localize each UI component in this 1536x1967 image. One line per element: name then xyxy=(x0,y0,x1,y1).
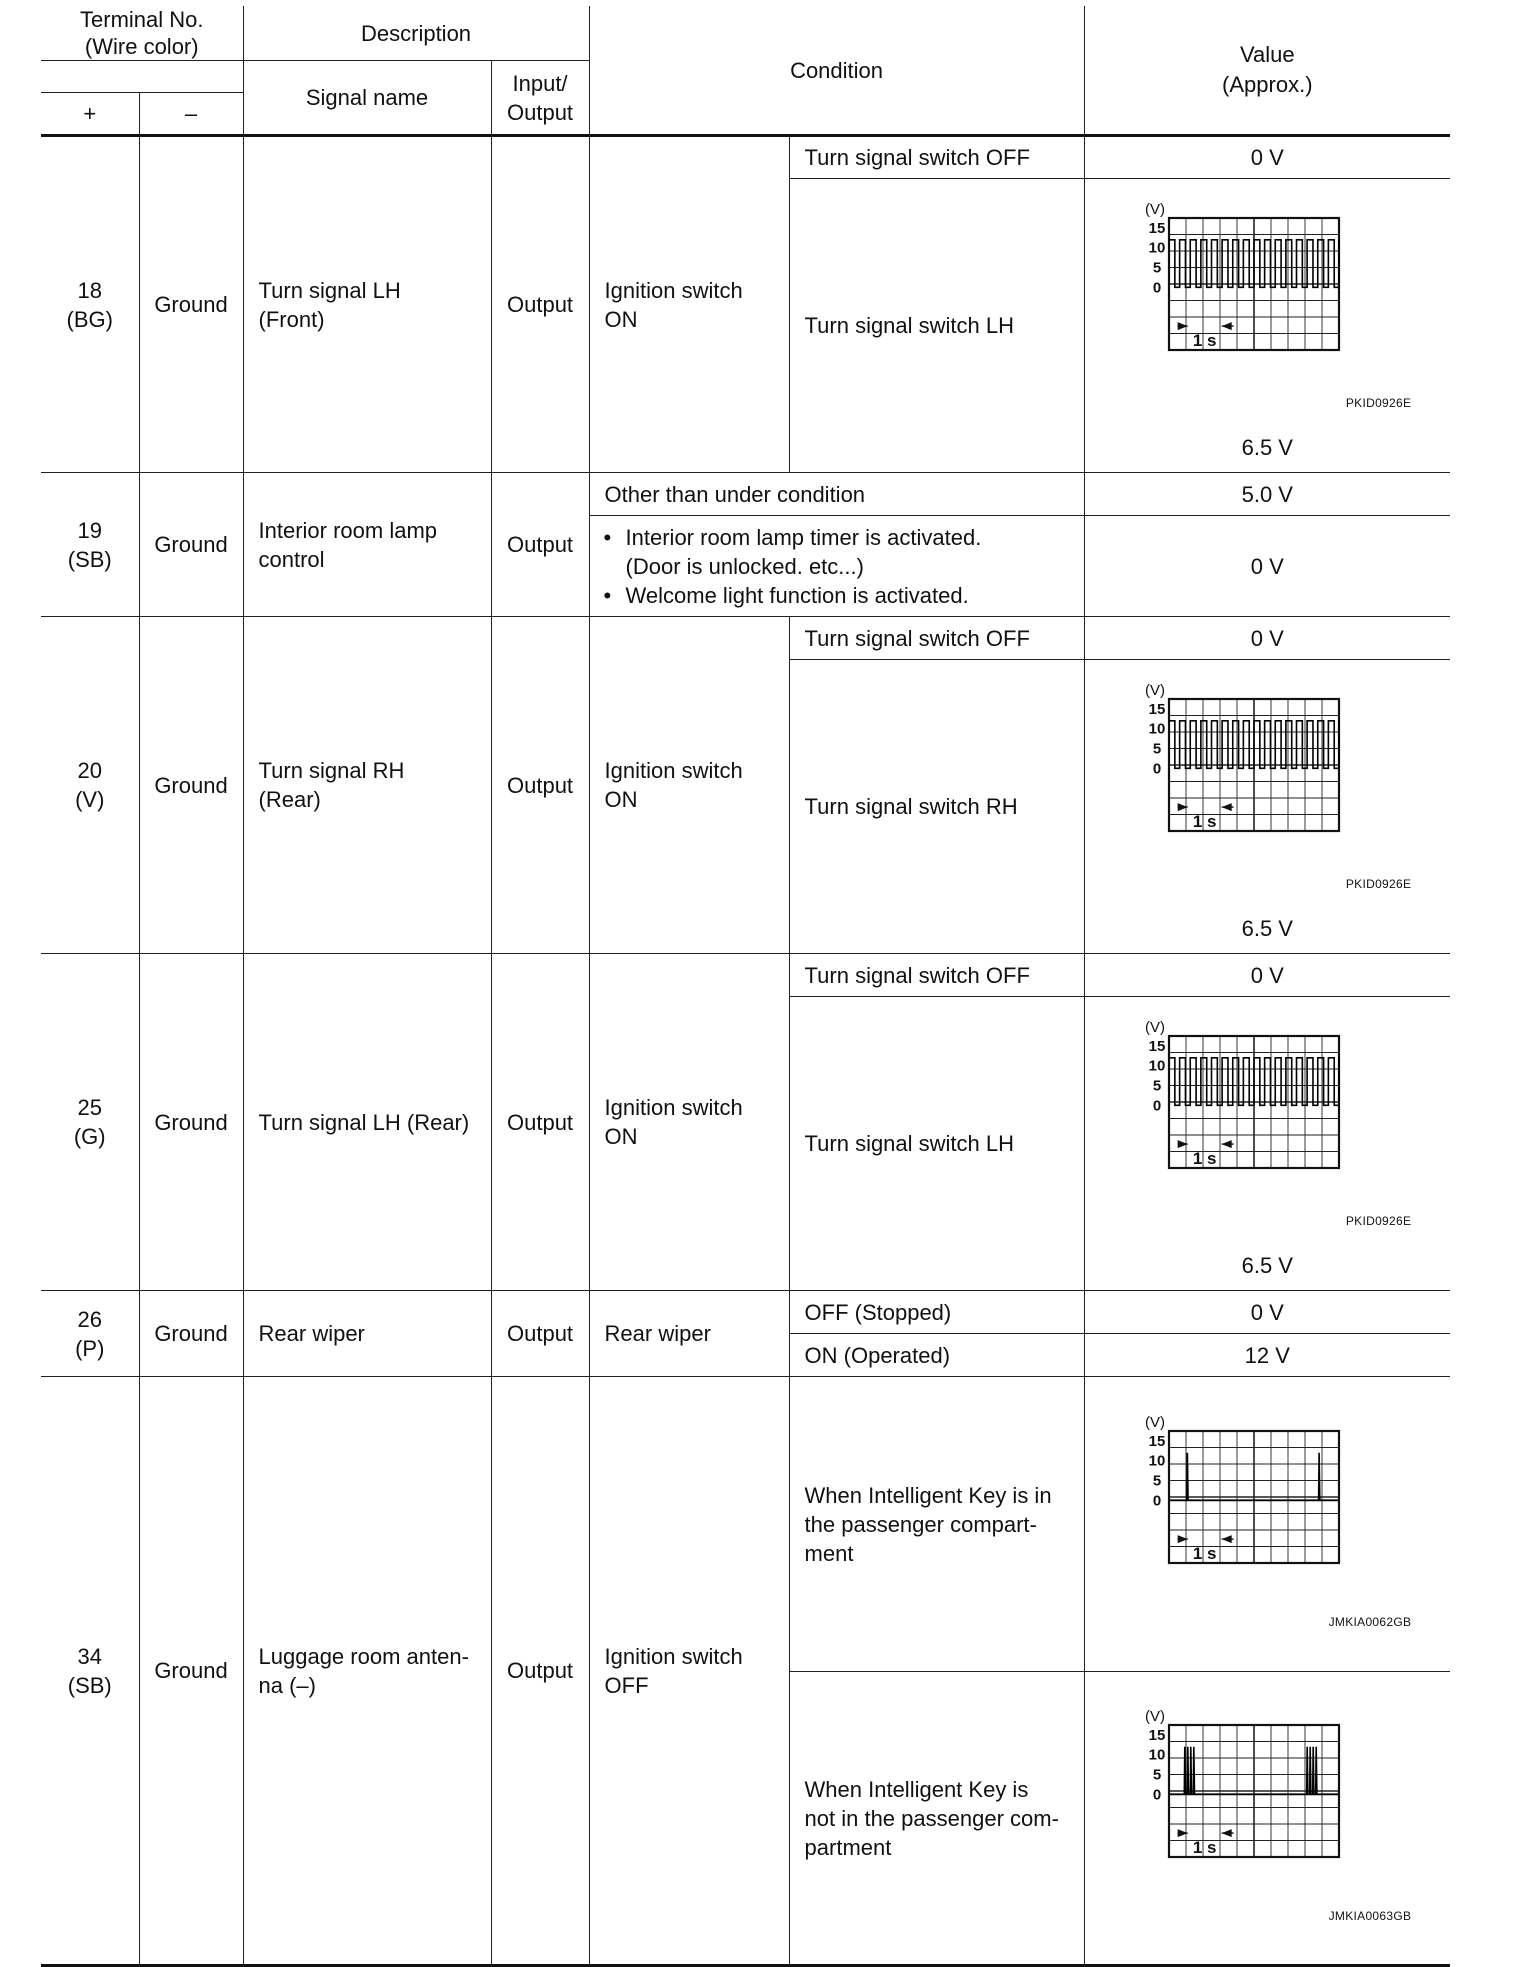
antenna-waveform xyxy=(1117,1403,1417,1633)
waveform-pulse xyxy=(1313,1746,1314,1794)
waveform-pulse xyxy=(1310,1746,1311,1794)
figure-code: PKID0926E xyxy=(1345,1213,1412,1228)
waveform-cell xyxy=(1084,179,1450,473)
condition-header: Condition xyxy=(589,6,1084,136)
sub-condition-cell: Turn signal switch OFF xyxy=(789,617,1084,660)
y-tick-label: 5 xyxy=(1153,740,1162,757)
time-arrow-head xyxy=(1222,803,1232,811)
y-unit-label: (V) xyxy=(1145,1018,1166,1036)
y-tick-label: 10 xyxy=(1148,239,1166,257)
terminal-cell: 20 (V) xyxy=(41,617,139,954)
io-cell: Output xyxy=(491,473,589,617)
terminal-spec-table xyxy=(41,6,1450,1967)
condition-list xyxy=(590,523,1084,610)
sub-condition-cell: Other than under condition xyxy=(589,473,1084,516)
ground-cell: Ground xyxy=(139,473,243,617)
waveform-pulse xyxy=(1307,1746,1308,1794)
waveform-figure xyxy=(1117,1403,1417,1639)
figure-code: JMKIA0063GB xyxy=(1328,1908,1412,1923)
signal-name-cell: Turn signal LH (Front) xyxy=(243,136,491,473)
waveform-cell xyxy=(1084,1672,1450,1966)
waveform-figure xyxy=(1117,1008,1417,1238)
waveform-pulse xyxy=(1185,1746,1186,1794)
signal-name-header: Signal name xyxy=(243,61,491,136)
time-scale-label: 1 s xyxy=(1193,811,1217,831)
waveform-pulse xyxy=(1188,1746,1189,1794)
y-tick-label: 0 xyxy=(1153,1785,1162,1803)
figure-code: JMKIA0062GB xyxy=(1328,1614,1412,1629)
terminal-cell: 25 (G) xyxy=(41,954,139,1291)
y-tick-label: 10 xyxy=(1148,1057,1166,1075)
time-arrow-head xyxy=(1222,1829,1232,1837)
time-arrow-head xyxy=(1222,1535,1232,1543)
waveform-figure xyxy=(1117,190,1417,420)
value-cell: 5.0 V xyxy=(1084,473,1450,516)
signal-name-cell: Turn signal RH (Rear) xyxy=(243,617,491,954)
sub-condition-cell xyxy=(589,516,1084,617)
turn-signal-waveform xyxy=(1117,190,1417,420)
y-tick-label: 10 xyxy=(1148,1452,1166,1470)
waveform-cell xyxy=(1084,660,1450,954)
value-cell: 12 V xyxy=(1084,1334,1450,1377)
y-tick-label: 10 xyxy=(1148,1746,1166,1764)
value-text: 6.5 V xyxy=(1241,915,1293,941)
value-cell: 0 V xyxy=(1084,136,1450,179)
io-cell: Output xyxy=(491,1377,589,1966)
terminal-cell: 18 (BG) xyxy=(41,136,139,473)
y-tick-label: 10 xyxy=(1148,720,1166,738)
sub-condition-cell: ON (Operated) xyxy=(789,1334,1084,1377)
terminal-cell: 19 (SB) xyxy=(41,473,139,617)
waveform-trace xyxy=(1169,239,1339,287)
io-cell: Output xyxy=(491,1291,589,1377)
waveform-figure xyxy=(1117,671,1417,901)
waveform-pulse xyxy=(1316,1746,1317,1794)
table-row xyxy=(41,1291,1450,1334)
y-unit-label: (V) xyxy=(1145,1413,1166,1431)
y-tick-label: 0 xyxy=(1153,1096,1162,1114)
sub-condition-cell: Turn signal switch OFF xyxy=(789,954,1084,997)
y-tick-label: 5 xyxy=(1153,1472,1162,1489)
waveform-pulse xyxy=(1194,1746,1195,1794)
minus-header: – xyxy=(139,93,243,136)
time-arrow-head xyxy=(1222,1140,1232,1148)
signal-name-cell: Rear wiper xyxy=(243,1291,491,1377)
y-tick-label: 15 xyxy=(1148,1726,1166,1744)
signal-name-cell: Turn signal LH (Rear) xyxy=(243,954,491,1291)
description-header: Description xyxy=(243,6,589,61)
condition-cell: Rear wiper xyxy=(589,1291,789,1377)
waveform-cell xyxy=(1084,1377,1450,1672)
sub-condition-cell: Turn signal switch RH xyxy=(789,660,1084,954)
terminal-no-header: Terminal No. (Wire color) xyxy=(41,6,243,61)
signal-name-cell: Luggage room anten- na (–) xyxy=(243,1377,491,1966)
sub-condition-cell: Turn signal switch LH xyxy=(789,997,1084,1291)
sub-condition-cell: When Intelligent Key is not in the passenger com- partment xyxy=(789,1672,1084,1966)
terminal-cell: 34 (SB) xyxy=(41,1377,139,1966)
y-unit-label: (V) xyxy=(1145,681,1166,699)
time-arrow-head xyxy=(1222,322,1232,330)
antenna-waveform xyxy=(1117,1697,1417,1927)
ground-cell: Ground xyxy=(139,954,243,1291)
table-row xyxy=(41,136,1450,179)
table-row xyxy=(41,1377,1450,1672)
turn-signal-waveform xyxy=(1117,1008,1417,1238)
figure-code: PKID0926E xyxy=(1345,876,1412,891)
waveform-cell xyxy=(1084,997,1450,1291)
ground-cell: Ground xyxy=(139,136,243,473)
io-cell: Output xyxy=(491,954,589,1291)
input-output-header: Input/ Output xyxy=(491,61,589,136)
waveform-pulse xyxy=(1319,1452,1320,1500)
waveform-trace xyxy=(1169,720,1339,768)
turn-signal-waveform xyxy=(1117,671,1417,901)
time-scale-label: 1 s xyxy=(1193,1148,1217,1168)
sub-condition-cell: Turn signal switch LH xyxy=(789,179,1084,473)
value-cell: 0 V xyxy=(1084,516,1450,617)
ground-cell: Ground xyxy=(139,617,243,954)
sub-condition-cell: OFF (Stopped) xyxy=(789,1291,1084,1334)
y-tick-label: 15 xyxy=(1148,219,1166,237)
condition-cell: Ignition switch ON xyxy=(589,954,789,1291)
waveform-figure xyxy=(1117,1697,1417,1933)
value-cell: 0 V xyxy=(1084,954,1450,997)
sub-condition-cell: When Intelligent Key is in the passenger compart- ment xyxy=(789,1377,1084,1672)
waveform-trace xyxy=(1169,1057,1339,1105)
io-cell: Output xyxy=(491,617,589,954)
value-cell: 0 V xyxy=(1084,617,1450,660)
value-text: 6.5 V xyxy=(1241,434,1293,460)
plus-header: + xyxy=(41,93,139,136)
signal-name-cell: Interior room lamp control xyxy=(243,473,491,617)
y-unit-label: (V) xyxy=(1145,200,1166,218)
y-tick-label: 0 xyxy=(1153,278,1162,296)
table-row xyxy=(41,954,1450,997)
condition-cell: Ignition switch ON xyxy=(589,617,789,954)
terminal-no-header-spacer xyxy=(41,61,243,93)
y-tick-label: 0 xyxy=(1153,759,1162,777)
condition-cell: Ignition switch OFF xyxy=(589,1377,789,1966)
time-scale-label: 1 s xyxy=(1193,330,1217,350)
y-unit-label: (V) xyxy=(1145,1707,1166,1725)
list-item: • Interior room lamp timer is activated. (Door is unlocked. etc...) xyxy=(604,523,1084,581)
sub-condition-cell: Turn signal switch OFF xyxy=(789,136,1084,179)
y-tick-label: 5 xyxy=(1153,1077,1162,1094)
y-tick-label: 15 xyxy=(1148,1037,1166,1055)
ground-cell: Ground xyxy=(139,1291,243,1377)
value-header: Value (Approx.) xyxy=(1084,6,1450,136)
time-scale-label: 1 s xyxy=(1193,1543,1217,1563)
y-tick-label: 5 xyxy=(1153,1766,1162,1783)
list-item: • Welcome light function is activated. xyxy=(604,581,1084,610)
value-text: 6.5 V xyxy=(1241,1252,1293,1278)
table-row xyxy=(41,473,1450,516)
io-cell: Output xyxy=(491,136,589,473)
figure-code: PKID0926E xyxy=(1345,395,1412,410)
y-tick-label: 15 xyxy=(1148,1432,1166,1450)
condition-cell: Ignition switch ON xyxy=(589,136,789,473)
y-tick-label: 15 xyxy=(1148,700,1166,718)
waveform-pulse xyxy=(1191,1746,1192,1794)
y-tick-label: 0 xyxy=(1153,1491,1162,1509)
terminal-cell: 26 (P) xyxy=(41,1291,139,1377)
table-row xyxy=(41,617,1450,660)
y-tick-label: 5 xyxy=(1153,259,1162,276)
time-scale-label: 1 s xyxy=(1193,1837,1217,1857)
waveform-pulse xyxy=(1187,1452,1188,1500)
value-cell: 0 V xyxy=(1084,1291,1450,1334)
ground-cell: Ground xyxy=(139,1377,243,1966)
